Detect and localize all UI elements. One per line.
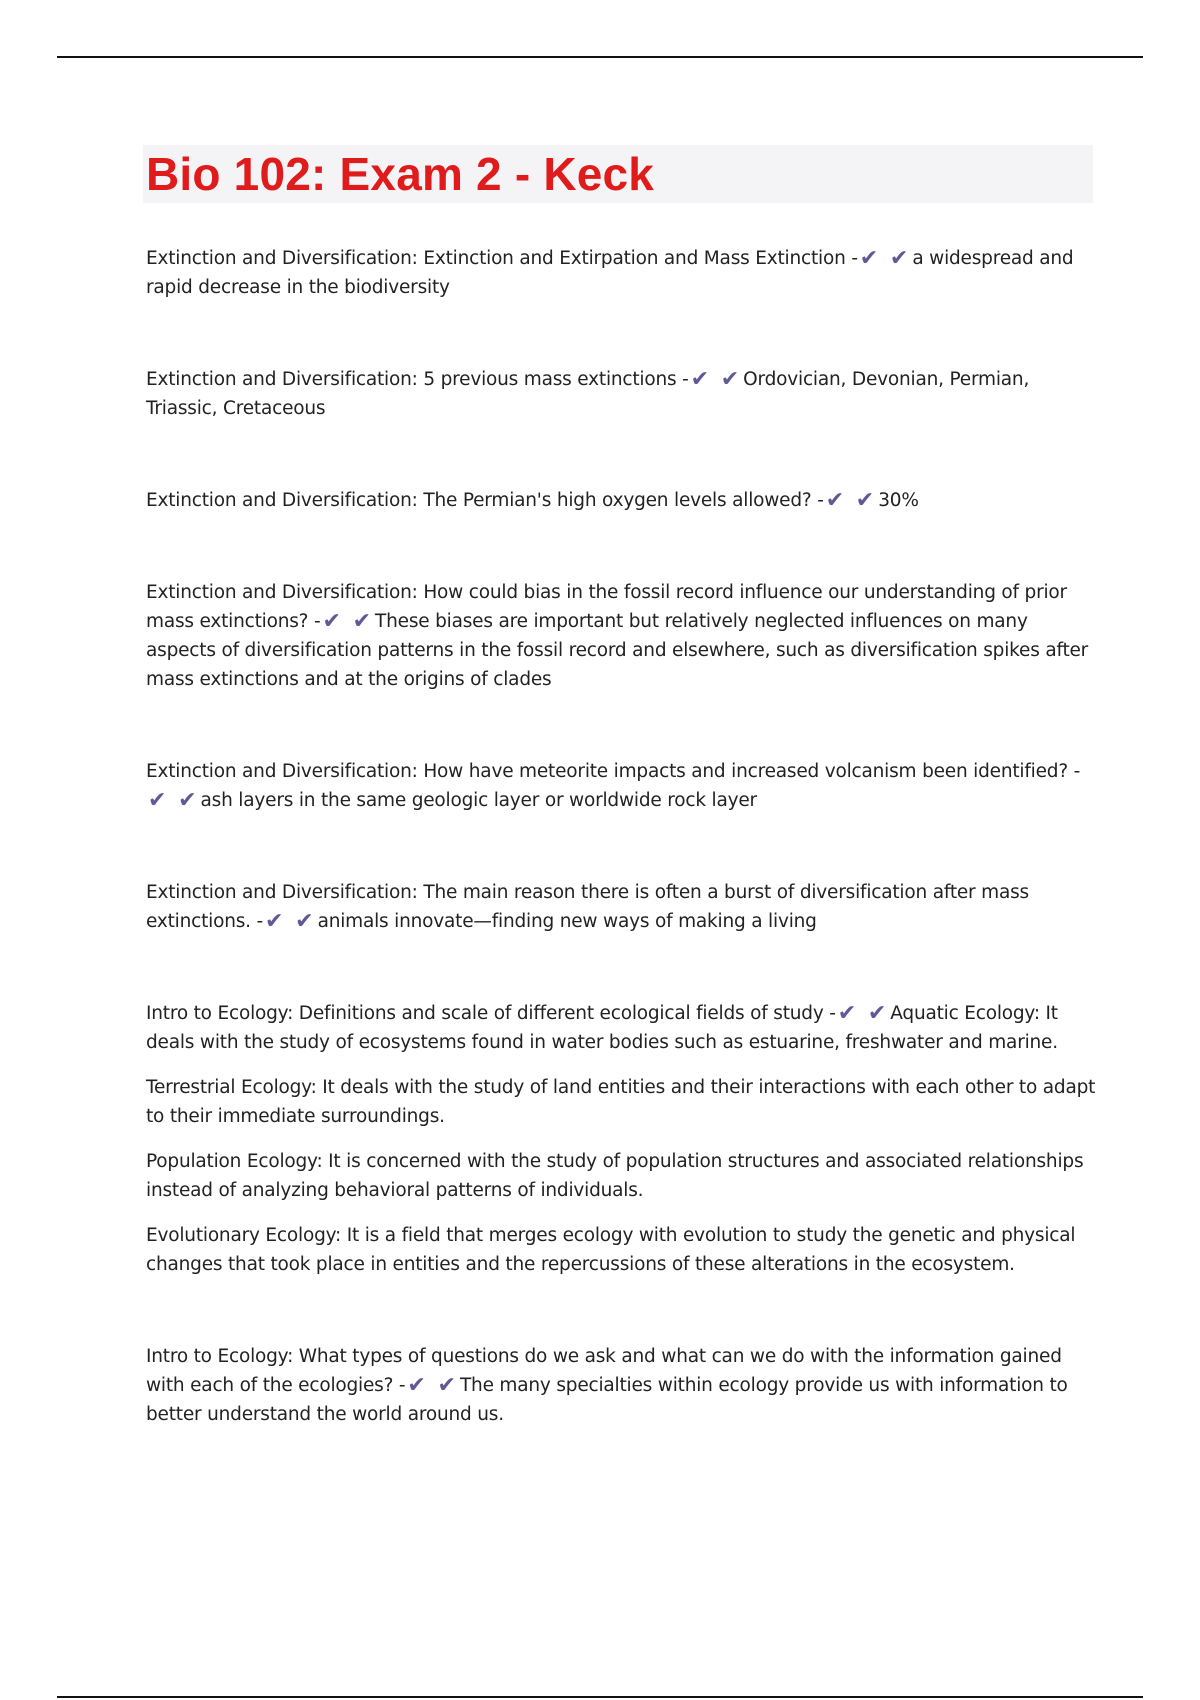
answer-text: The many specialties within ecology provide us with information to better understand the world around us. [146, 1375, 1068, 1425]
question-text: Intro to Ecology: Definitions and scale of different ecological fields of study [146, 1003, 824, 1024]
qa-item [146, 1342, 1096, 1429]
question-text: Extinction and Diversification: How have meteorite impacts and increased volcanism been identified? [146, 761, 1068, 782]
separator: - [682, 369, 689, 390]
bottom-rule [57, 1696, 1143, 1698]
question-text: Extinction and Diversification: 5 previous mass extinctions [146, 369, 677, 390]
qa-item [146, 365, 1096, 423]
qa-item [146, 999, 1096, 1057]
qa-item [146, 757, 1096, 815]
answer-text: 30% [878, 490, 919, 511]
answer-text: a widespread and rapid decrease in the biodiversity [146, 248, 1074, 298]
double-check-icon: ✔ ✔ [690, 367, 742, 392]
question-text: Extinction and Diversification: Extinction and Extirpation and Mass Extinction [146, 248, 846, 269]
double-check-icon: ✔ ✔ [148, 788, 199, 813]
answer-text: Ordovician, Devonian, Permian, Triassic, Cretaceous [146, 369, 1030, 419]
separator: - [314, 611, 321, 632]
double-check-icon: ✔ ✔ [407, 1373, 458, 1398]
separator: - [829, 1003, 836, 1024]
separator: - [398, 1375, 406, 1396]
answer-text: Aquatic Ecology: It deals with the study of ecosystems found in water bodies such as estuarine, freshwater and marine. [146, 1003, 1058, 1053]
double-check-icon: ✔ ✔ [837, 1001, 889, 1026]
answer-text: animals innovate—finding new ways of making a living [317, 911, 817, 932]
double-check-icon: ✔ ✔ [859, 246, 911, 271]
top-rule [57, 56, 1143, 58]
separator: - [817, 490, 824, 511]
answer-paragraph: Terrestrial Ecology: It deals with the study of land entities and their interactions with each other to adapt to their immediate surroundings. [146, 1077, 1096, 1127]
qa-item [146, 486, 1096, 515]
double-check-icon: ✔ ✔ [825, 488, 877, 513]
qa-item [146, 578, 1096, 694]
question-text: Extinction and Diversification: The main reason there is often a burst of diversification after mass extinctions. [146, 882, 1029, 932]
separator: - [1073, 761, 1081, 782]
qa-item [146, 878, 1096, 936]
answer-text: ash layers in the same geologic layer or worldwide rock layer [200, 790, 757, 811]
question-text: Extinction and Diversification: The Permian's high oxygen levels allowed? [146, 490, 812, 511]
answer-paragraph: Population Ecology: It is concerned with the study of population structures and associated relationships instead of analyzing behavioral patterns of individuals. [146, 1151, 1084, 1201]
qa-item [146, 244, 1096, 302]
double-check-icon: ✔ ✔ [265, 909, 316, 934]
question-text: Extinction and Diversification: How could bias in the fossil record influence our understanding of prior mass extinctions? [146, 582, 1067, 632]
answer-text: These biases are important but relatively neglected influences on many aspects of diversification patterns in the fossil record and elsewhere, such as diversification spikes after mass extinctions and at the origins of clades [146, 611, 1089, 690]
separator: - [256, 911, 264, 932]
answer-paragraph: Evolutionary Ecology: It is a field that merges ecology with evolution to study the genetic and physical changes that took place in entities and the repercussions of these alterations in the ecosystem. [146, 1225, 1076, 1275]
question-text: Intro to Ecology: What types of questions do we ask and what can we do with the information gained with each of the ecologies? [146, 1346, 1062, 1396]
page-title: Bio 102: Exam 2 - Keck [146, 148, 655, 200]
qa-list [146, 244, 1096, 1429]
separator: - [851, 248, 858, 269]
double-check-icon: ✔ ✔ [322, 609, 374, 634]
